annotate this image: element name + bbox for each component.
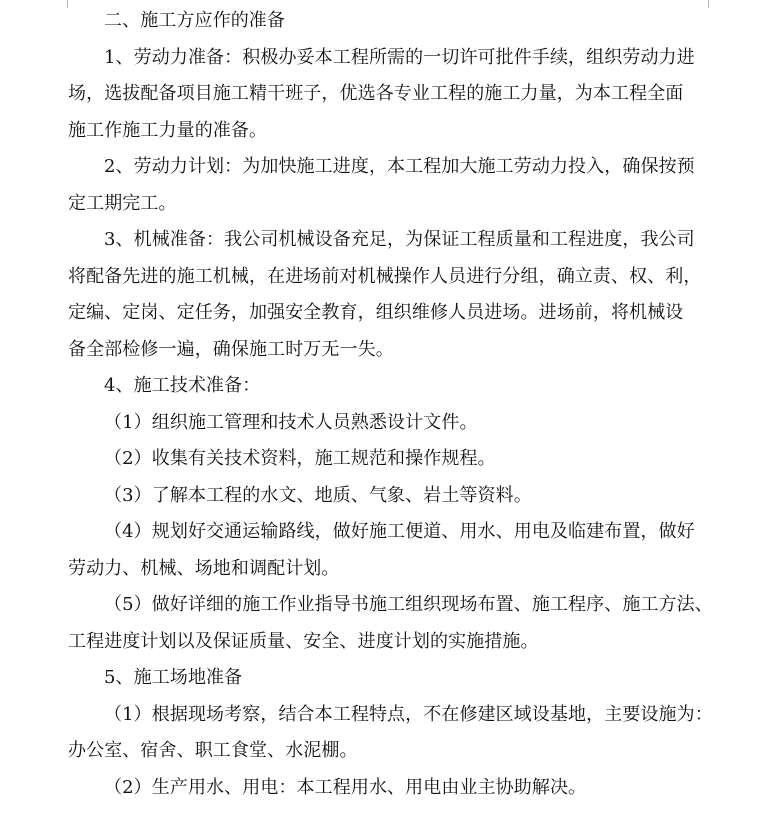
paragraph-line: （2）生产用水、用电：本工程用水、用电由业主协助解决。 xyxy=(104,776,587,798)
paragraph-line: 劳动力、机械、场地和调配计划。 xyxy=(68,557,340,579)
paragraph-line: 将配备先进的施工机械，在进场前对机械操作人员进行分组，确立责、权、利， xyxy=(68,265,702,287)
page-corner-mark-left xyxy=(57,0,68,8)
paragraph-line: （3）了解本工程的水文、地质、气象、岩土等资料。 xyxy=(104,484,532,506)
paragraph-labor-preparation xyxy=(68,40,710,150)
paragraph-line: 1、劳动力准备：积极办妥本工程所需的一切许可批件手续，组织劳动力进 xyxy=(104,46,695,68)
paragraph-labor-plan xyxy=(68,149,710,222)
document-body xyxy=(68,3,713,806)
paragraph-line: 施工作施工力量的准备。 xyxy=(68,119,268,141)
paragraph-line: （4）规划好交通运输路线，做好施工便道、用水、用电及临建布置，做好 xyxy=(104,521,695,542)
paragraph-line: 定编、定岗、定任务，加强安全教育，组织维修人员进场。进场前，将机械设 xyxy=(68,302,684,323)
paragraph-line: 备全部检修一遍，确保施工时万无一失。 xyxy=(68,338,394,360)
paragraph-line: 办公室、宿舍、职工食堂、水泥棚。 xyxy=(68,740,358,761)
paragraph-line: 定工期完工。 xyxy=(68,192,177,214)
list-item-technical-1 xyxy=(68,405,710,442)
list-item-technical-4 xyxy=(68,514,710,587)
list-item-site-2 xyxy=(68,770,710,807)
paragraph-line: 场，选拔配备项目施工精干班子，优选各专业工程的施工力量，为本工程全面 xyxy=(68,83,684,104)
paragraph-line: 2、劳动力计划：为加快施工进度，本工程加大施工劳动力投入，确保按预 xyxy=(104,156,695,177)
paragraph-line: 工程进度计划以及保证质量、安全、进度计划的实施措施。 xyxy=(68,630,539,652)
paragraph-line: （1）组织施工管理和技术人员熟悉设计文件。 xyxy=(104,411,478,433)
section-title: 二、施工方应作的准备 xyxy=(104,10,285,31)
list-item-technical-3 xyxy=(68,478,710,515)
paragraph-line: （2）收集有关技术资料，施工规范和操作规程。 xyxy=(104,448,496,469)
paragraph-site-preparation xyxy=(68,660,710,697)
paragraph-machinery-preparation xyxy=(68,222,710,368)
list-item-site-1 xyxy=(68,697,713,770)
list-item-technical-5 xyxy=(68,587,713,660)
paragraph-line: （1）根据现场考察，结合本工程特点，不在修建区域设基地，主要设施为： xyxy=(104,703,713,725)
paragraph-line: 4、施工技术准备： xyxy=(104,375,261,396)
paragraph-line: 3、机械准备：我公司机械设备充足，为保证工程质量和工程进度，我公司 xyxy=(104,229,695,250)
list-item-technical-2 xyxy=(68,441,710,478)
paragraph-technical-preparation xyxy=(68,368,710,405)
paragraph-line: （5）做好详细的施工作业指导书施工组织现场布置、施工程序、施工方法、 xyxy=(104,594,713,615)
paragraph-line: 5、施工场地准备 xyxy=(104,667,243,688)
